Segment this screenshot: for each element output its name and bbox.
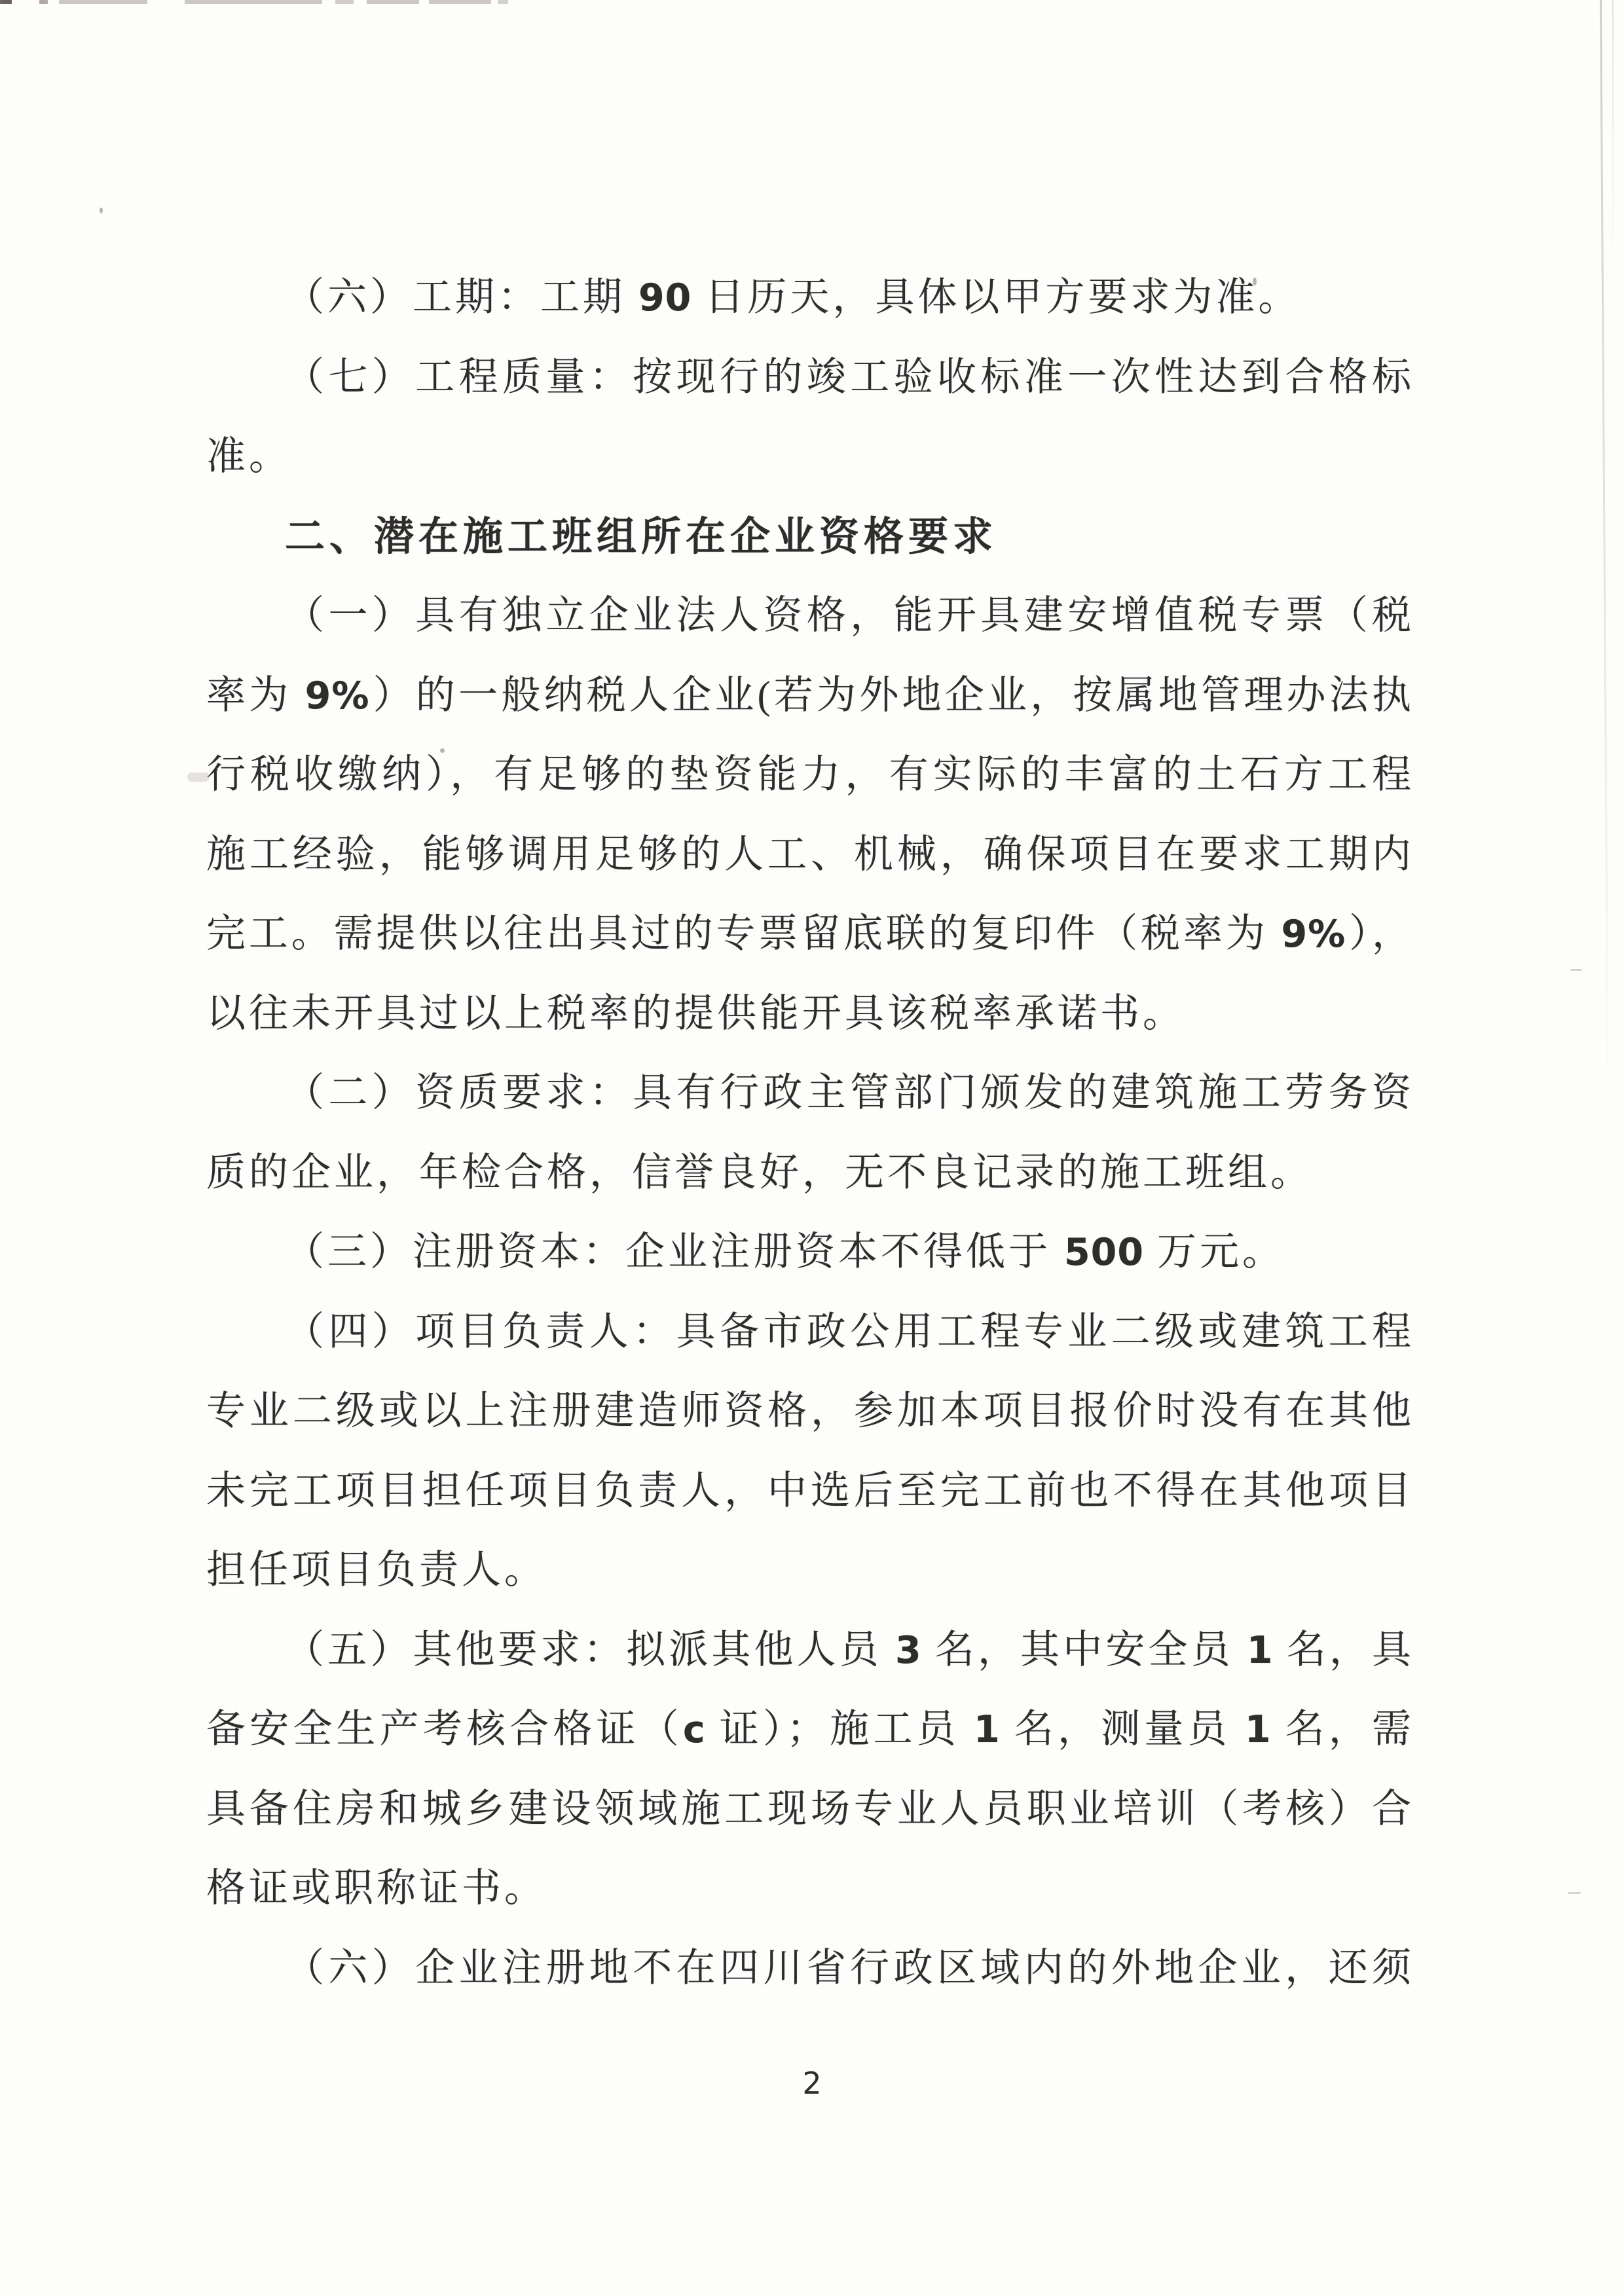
scan-artifact-right-edge bbox=[1612, 0, 1614, 275]
text-line: （五）其他要求：拟派其他人员 3 名，其中安全员 1 名，具 bbox=[285, 1628, 1412, 1672]
text-line: （四）项目负责人：具备市政公用工程专业二级或建筑工程 bbox=[285, 1309, 1411, 1353]
text-line: 完工。需提供以往出具过的专票留底联的复印件（税率为 9%）， bbox=[206, 912, 1412, 956]
scan-artifact-speck bbox=[100, 208, 103, 213]
section-heading: 二、潜在施工班组所在企业资格要求 bbox=[285, 513, 998, 560]
text-line: （三）注册资本：企业注册资本不得低于 500 万元。 bbox=[285, 1230, 1285, 1274]
scan-artifact-dash bbox=[1568, 1892, 1581, 1894]
text-line: 施工经验，能够调用足够的人工、机械，确保项目在要求工期内 bbox=[206, 832, 1411, 876]
text-line: （七）工程质量：按现行的竣工验收标准一次性达到合格标 bbox=[285, 355, 1411, 399]
text-line: 率为 9%）的一般纳税人企业(若为外地企业，按属地管理办法执 bbox=[206, 673, 1411, 718]
scan-artifact-segment bbox=[0, 0, 12, 4]
scan-artifact-segment bbox=[367, 0, 419, 4]
text-line: 担任项目负责人。 bbox=[206, 1548, 547, 1592]
document-body bbox=[206, 258, 1411, 2008]
scan-artifact-right-edge bbox=[1600, 0, 1609, 1113]
text-line: 格证或职称证书。 bbox=[206, 1867, 547, 1910]
scan-artifact-segment bbox=[185, 0, 322, 4]
scan-artifact-segment bbox=[429, 0, 491, 4]
text-line: 未完工项目担任项目负责人，中选后至完工前也不得在其他项目 bbox=[206, 1468, 1411, 1512]
page-number: 2 bbox=[802, 2066, 822, 2101]
text-line: （六）企业注册地不在四川省行政区域内的外地企业，还须 bbox=[285, 1946, 1411, 1990]
text-line: 行税收缴纳），有足够的垫资能力，有实际的丰富的土石方工程 bbox=[206, 753, 1411, 796]
scan-artifact-segment bbox=[335, 0, 354, 4]
text-line: 以往未开具过以上税率的提供能开具该税率承诺书。 bbox=[206, 991, 1185, 1035]
scan-artifact-segment bbox=[498, 0, 508, 4]
text-line: 质的企业，年检合格，信誉良好，无不良记录的施工班组。 bbox=[206, 1150, 1313, 1194]
text-line: （六）工期：工期 90 日历天，具体以甲方要求为准。 bbox=[285, 276, 1301, 319]
text-line: 专业二级或以上注册建造师资格，参加本项目报价时没有在其他 bbox=[206, 1389, 1411, 1432]
text-line: 准。 bbox=[206, 435, 291, 478]
scan-artifact-segment bbox=[39, 0, 48, 4]
text-line: 具备住房和城乡建设领域施工现场专业人员职业培训（考核）合 bbox=[206, 1787, 1411, 1831]
scan-artifact-top-edge bbox=[0, 0, 1624, 5]
scan-artifact-segment bbox=[59, 0, 147, 4]
text-line: （二）资质要求：具有行政主管部门颁发的建筑施工劳务资 bbox=[285, 1071, 1411, 1114]
scan-artifact-dash bbox=[1570, 969, 1582, 971]
text-line: （一）具有独立企业法人资格，能开具建安增值税专票（税 bbox=[285, 594, 1411, 637]
text-line: 备安全生产考核合格证（c 证）；施工员 1 名，测量员 1 名，需 bbox=[206, 1707, 1412, 1751]
